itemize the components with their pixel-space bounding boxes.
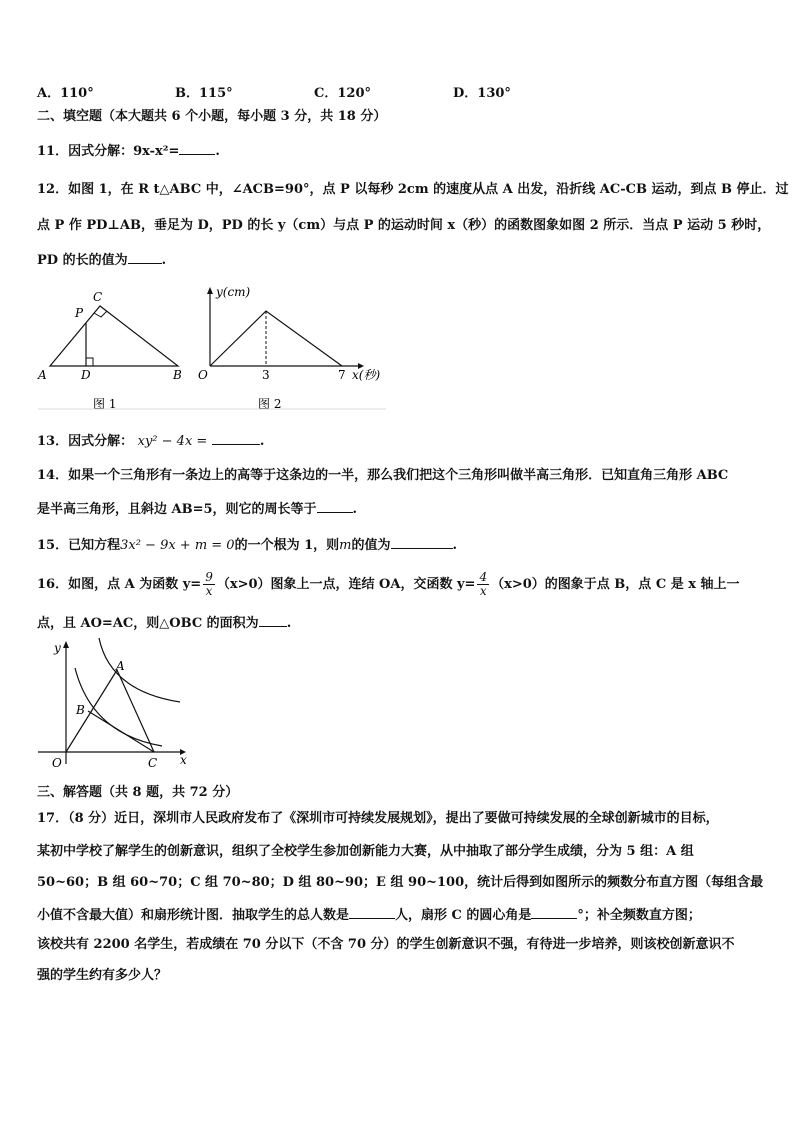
figure-3 [30, 636, 200, 776]
answer-blank [212, 431, 260, 445]
option-c: C．120° [314, 86, 371, 101]
figure-1-caption: 图 1 [93, 397, 117, 411]
option-b: B．115° [175, 86, 233, 101]
question-17-line5: 该校共有 2200 名学生，若成绩在 70 分以下（不含 70 分）的学生创新意识不强，有待进一步培养，则该校创新意识不 [37, 937, 735, 952]
label-o: O [52, 756, 62, 770]
question-16-line1 [37, 567, 740, 603]
question-15-mid: 的一个根为 1，则 [234, 538, 340, 553]
question-15-m: m [339, 538, 352, 553]
section-2-title: 二、填空题（本大题共 6 个小题，每小题 3 分，共 18 分） [37, 109, 387, 124]
fraction-numerator: 4 [479, 570, 488, 584]
answer-blank [531, 905, 577, 919]
x-axis-label: x(秒) [352, 368, 381, 382]
curve-4-over-x [75, 668, 162, 746]
section-3-title: 三、解答题（共 8 题，共 72 分） [37, 785, 239, 800]
question-17-line4-part3: °；补全频数直方图； [577, 908, 701, 923]
y-axis-arrow [207, 287, 213, 294]
answer-blank [317, 499, 353, 513]
question-13-text: 13．因式分解： [37, 434, 134, 449]
question-11: 11．因式分解：9x-x²= . [37, 141, 220, 161]
question-17-line4-part1: 小值不含最大值）和扇形统计图．抽取学生的总人数是 [37, 908, 350, 923]
curve-9-over-x [99, 638, 180, 702]
question-14-line1: 14．如果一个三角形有一条边上的高等于这条边的一半，那么我们把这个三角形叫做半高三角形．已知直角三角形 ABC [37, 468, 729, 483]
question-15: 15．已知方程3x² − 9x + m = 0的一个根为 1，则m的值为 . [37, 535, 457, 555]
fraction-4-over-x [477, 571, 489, 598]
question-13-expr: xy² − 4x = [137, 434, 208, 449]
y-axis-arrow [63, 641, 69, 648]
question-15-suffix: 的值为 [351, 538, 391, 553]
option-a: A．110° [37, 86, 94, 101]
fraction-denominator: x [205, 584, 213, 598]
question-14-line2: 是半高三角形，且斜边 AB=5，则它的周长等于 . [37, 499, 357, 519]
label-b: B [173, 368, 182, 382]
answer-blank [391, 535, 453, 549]
question-17-line4 [37, 905, 701, 925]
label-b: B [76, 703, 85, 717]
tick-3: 3 [262, 368, 270, 382]
figure-1 [37, 290, 182, 411]
question-16-line2-text: 点，且 AO=AC，则△OBC 的面积为 [37, 616, 259, 631]
label-a: A [116, 659, 125, 673]
label-c: C [93, 290, 103, 304]
label-d: D [81, 368, 91, 382]
question-17-line6: 强的学生约有多少人？ [37, 968, 168, 983]
answer-blank [349, 905, 395, 919]
fraction-numerator: 9 [205, 570, 213, 584]
label-a: A [38, 368, 47, 382]
segment-oa [66, 670, 117, 752]
question-16-part1: 16．如图，点 A 为函数 y= [37, 577, 202, 592]
right-angle-d [86, 358, 93, 366]
question-14-line2-text: 是半高三角形，且斜边 AB=5，则它的周长等于 [37, 502, 317, 517]
label-x: x [180, 753, 187, 767]
question-16-line2: 点，且 AO=AC，则△OBC 的面积为 . [37, 613, 291, 633]
tick-7: 7 [338, 368, 346, 382]
y-axis-label: y(cm) [216, 285, 251, 299]
question-17-line2: 某初中学校了解学生的创新意识，组织了全校学生参加创新能力大赛，从中抽取了部分学生成绩，分为 5 组：A 组 [37, 844, 694, 859]
right-angle-c [94, 311, 107, 317]
figure-1-and-2 [30, 282, 400, 417]
fraction-denominator: x [479, 584, 487, 598]
triangle-abc [50, 306, 178, 366]
label-p: P [75, 306, 84, 320]
label-y: y [54, 641, 61, 655]
question-13: 13．因式分解： xy² − 4x = . [37, 431, 264, 451]
question-16-part3: （x>0）的图象于点 B，点 C 是 x 轴上一 [491, 577, 740, 592]
question-17-line3: 50~60；B 组 60~70；C 组 70~80；D 组 80~90；E 组 90~100，统计后得到如图所示的频数分布直方图（每组含最 [37, 875, 764, 890]
question-17-line1: 17．（8 分）近日，深圳市人民政府发布了《深圳市可持续发展规划》，提出了要做可持续发展的全球创新城市的目标， [37, 811, 719, 826]
question-11-text: 11．因式分解：9x-x²= [37, 144, 180, 159]
label-c: C [148, 756, 158, 770]
question-12-line3: PD 的长的值为 . [37, 250, 166, 270]
figure-2 [198, 285, 380, 411]
fraction-9-over-x [203, 571, 215, 598]
option-d: D．130° [453, 86, 511, 101]
question-16-part2: （x>0）图象上一点，连结 OA，交函数 y= [216, 577, 476, 592]
question-17-line4-part2: 人，扇形 C 的圆心角是 [395, 908, 532, 923]
question-15-prefix: 15．已知方程 [37, 538, 121, 553]
answer-blank [128, 250, 162, 264]
answer-blank [179, 141, 215, 155]
origin-label: O [198, 368, 208, 382]
question-12-line1: 12．如图 1，在 R t△ABC 中，∠ACB=90°，点 P 以每秒 2cm 的速度从点 A 出发，沿折线 AC-CB 运动，到点 B 停止．过 [37, 182, 789, 197]
segment-ac [117, 670, 154, 752]
figure-2-caption: 图 2 [258, 397, 282, 411]
question-12-line3-text: PD 的长的值为 [37, 253, 128, 268]
function-graph [210, 311, 342, 366]
answer-blank [259, 613, 287, 627]
question-12-line2: 点 P 作 PD⊥AB，垂足为 D，PD 的长 y（cm）与点 P 的运动时间 x（秒）的函数图象如图 2 所示．当点 P 运动 5 秒时， [37, 218, 771, 233]
question-15-expr: 3x² − 9x + m = 0 [120, 538, 235, 553]
